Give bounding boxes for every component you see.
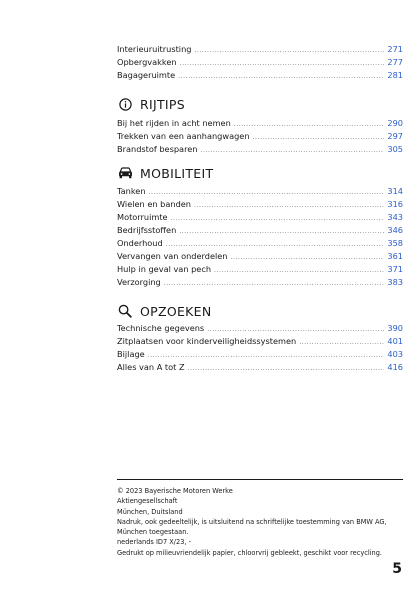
toc-entry-title: Opbergvakken: [117, 57, 177, 67]
dot-leader: [178, 70, 384, 83]
section-title: MOBILITEIT: [140, 165, 214, 181]
toc-entry-title: Vervangen van onderdelen: [117, 251, 228, 261]
toc-entry[interactable]: [117, 335, 403, 348]
toc-entry-page[interactable]: 383: [387, 277, 403, 287]
toc-entry-title: Zitplaatsen voor kinderveiligheidssystemen: [117, 336, 297, 346]
toc-entry-title: Alles van A tot Z: [117, 362, 185, 372]
dot-leader: [231, 251, 385, 264]
toc-entry[interactable]: [117, 250, 403, 263]
toc-entry-page[interactable]: 271: [387, 44, 403, 54]
dot-leader: [299, 336, 384, 349]
toc-entry-title: Brandstof besparen: [117, 144, 198, 154]
toc-entry-page[interactable]: 346: [387, 225, 403, 235]
imprint-line: Gedrukt op milieuvriendelijk papier, chloorvrij gebleekt, geschikt voor recycling.: [117, 548, 382, 557]
imprint-line: © 2023 Bayerische Motoren Werke: [117, 487, 233, 495]
toc-entry-page[interactable]: 290: [387, 118, 403, 128]
toc-entry-page[interactable]: 361: [387, 251, 403, 261]
dot-leader: [214, 264, 384, 277]
search-icon: [117, 303, 133, 319]
toc-entry-interieuruitrusting[interactable]: [117, 43, 403, 56]
toc-entry[interactable]: [117, 237, 403, 250]
dot-leader: [234, 118, 385, 131]
toc-entry-title: Bijlage: [117, 349, 145, 359]
toc-entry-title: Wielen en banden: [117, 199, 191, 209]
toc-entry-title: Trekken van een aanhangwagen: [117, 131, 250, 141]
toc-entry-page[interactable]: 316: [387, 199, 403, 209]
toc-entry-title: Motorruimte: [117, 212, 168, 222]
imprint-line: nederlands ID7 X/23, -: [117, 538, 191, 547]
dot-leader: [179, 225, 384, 238]
section-mobiliteit: [117, 164, 403, 289]
imprint-line: München toegestaan.: [117, 528, 189, 537]
toc-entry[interactable]: [117, 143, 403, 156]
toc-entry-page[interactable]: 371: [387, 264, 403, 274]
page-number: 5: [392, 561, 402, 577]
toc-entry-title: Bedrijfsstoffen: [117, 225, 177, 235]
imprint-block: [117, 486, 407, 558]
dot-leader: [171, 212, 385, 225]
toc-entry[interactable]: [117, 224, 403, 237]
toc-entry[interactable]: [117, 263, 403, 276]
toc-entry[interactable]: [117, 117, 403, 130]
toc-entry-title: Bij het rijden in acht nemen: [117, 118, 231, 128]
toc-entry-page[interactable]: 281: [387, 70, 403, 80]
toc-entry-opbergvakken[interactable]: [117, 56, 403, 69]
dot-leader: [188, 362, 385, 375]
toc-entry-title: Tanken: [117, 186, 146, 196]
section-opzoeken: [117, 302, 403, 374]
dot-leader: [180, 57, 385, 70]
toc-entry[interactable]: [117, 276, 403, 289]
imprint-line: Nadruk, ook gedeeltelijk, is uitsluitend na schriftelijke toestemming van BMW AG,: [117, 517, 387, 526]
toc-entry-title: Interieuruitrusting: [117, 44, 192, 54]
toc-entry[interactable]: [117, 130, 403, 143]
toc-entry-page[interactable]: 343: [387, 212, 403, 222]
imprint-line: Aktiengesellschaft: [117, 497, 178, 506]
info-circle-icon: [117, 96, 133, 112]
toc-entry-title: Bagageruimte: [117, 70, 176, 80]
toc-entry-title: Hulp in geval van pech: [117, 264, 212, 274]
toc-entry[interactable]: [117, 361, 403, 374]
toc-entry-title: Onderhoud: [117, 238, 163, 248]
toc-entry[interactable]: [117, 348, 403, 361]
toc-entry-title: Technische gegevens: [117, 323, 205, 333]
toc-entry-bagageruimte[interactable]: [117, 69, 403, 82]
section-title: OPZOEKEN: [140, 303, 212, 319]
toc-entry[interactable]: [117, 322, 403, 335]
toc-entry-page[interactable]: 277: [387, 57, 403, 67]
toc-entry-page[interactable]: 403: [387, 349, 403, 359]
dot-leader: [164, 277, 385, 290]
dot-leader: [253, 131, 385, 144]
section-heading[interactable]: [117, 164, 403, 182]
section-heading[interactable]: [117, 95, 403, 113]
toc-entry[interactable]: [117, 185, 403, 198]
toc-top-group: [117, 43, 403, 82]
section-title: RIJTIPS: [140, 96, 185, 112]
toc-entry[interactable]: [117, 198, 403, 211]
toc-entry[interactable]: [117, 211, 403, 224]
section-rijtips: [117, 95, 403, 156]
dot-leader: [194, 44, 384, 57]
car-icon: [117, 165, 133, 181]
toc-entry-page[interactable]: 358: [387, 238, 403, 248]
section-heading[interactable]: [117, 302, 403, 320]
toc-entry-page[interactable]: 305: [387, 144, 403, 154]
imprint-line: München, Duitsland: [117, 507, 183, 516]
dot-leader: [200, 144, 384, 157]
toc-entry-page[interactable]: 416: [387, 362, 403, 372]
toc-entry-page[interactable]: 390: [387, 323, 403, 333]
toc-entry-page[interactable]: 297: [387, 131, 403, 141]
toc-entry-page[interactable]: 401: [387, 336, 403, 346]
dot-leader: [194, 199, 384, 212]
imprint-divider: [117, 479, 403, 480]
toc-entry-title: Verzorging: [117, 277, 161, 287]
toc-entry-page[interactable]: 314: [387, 186, 403, 196]
